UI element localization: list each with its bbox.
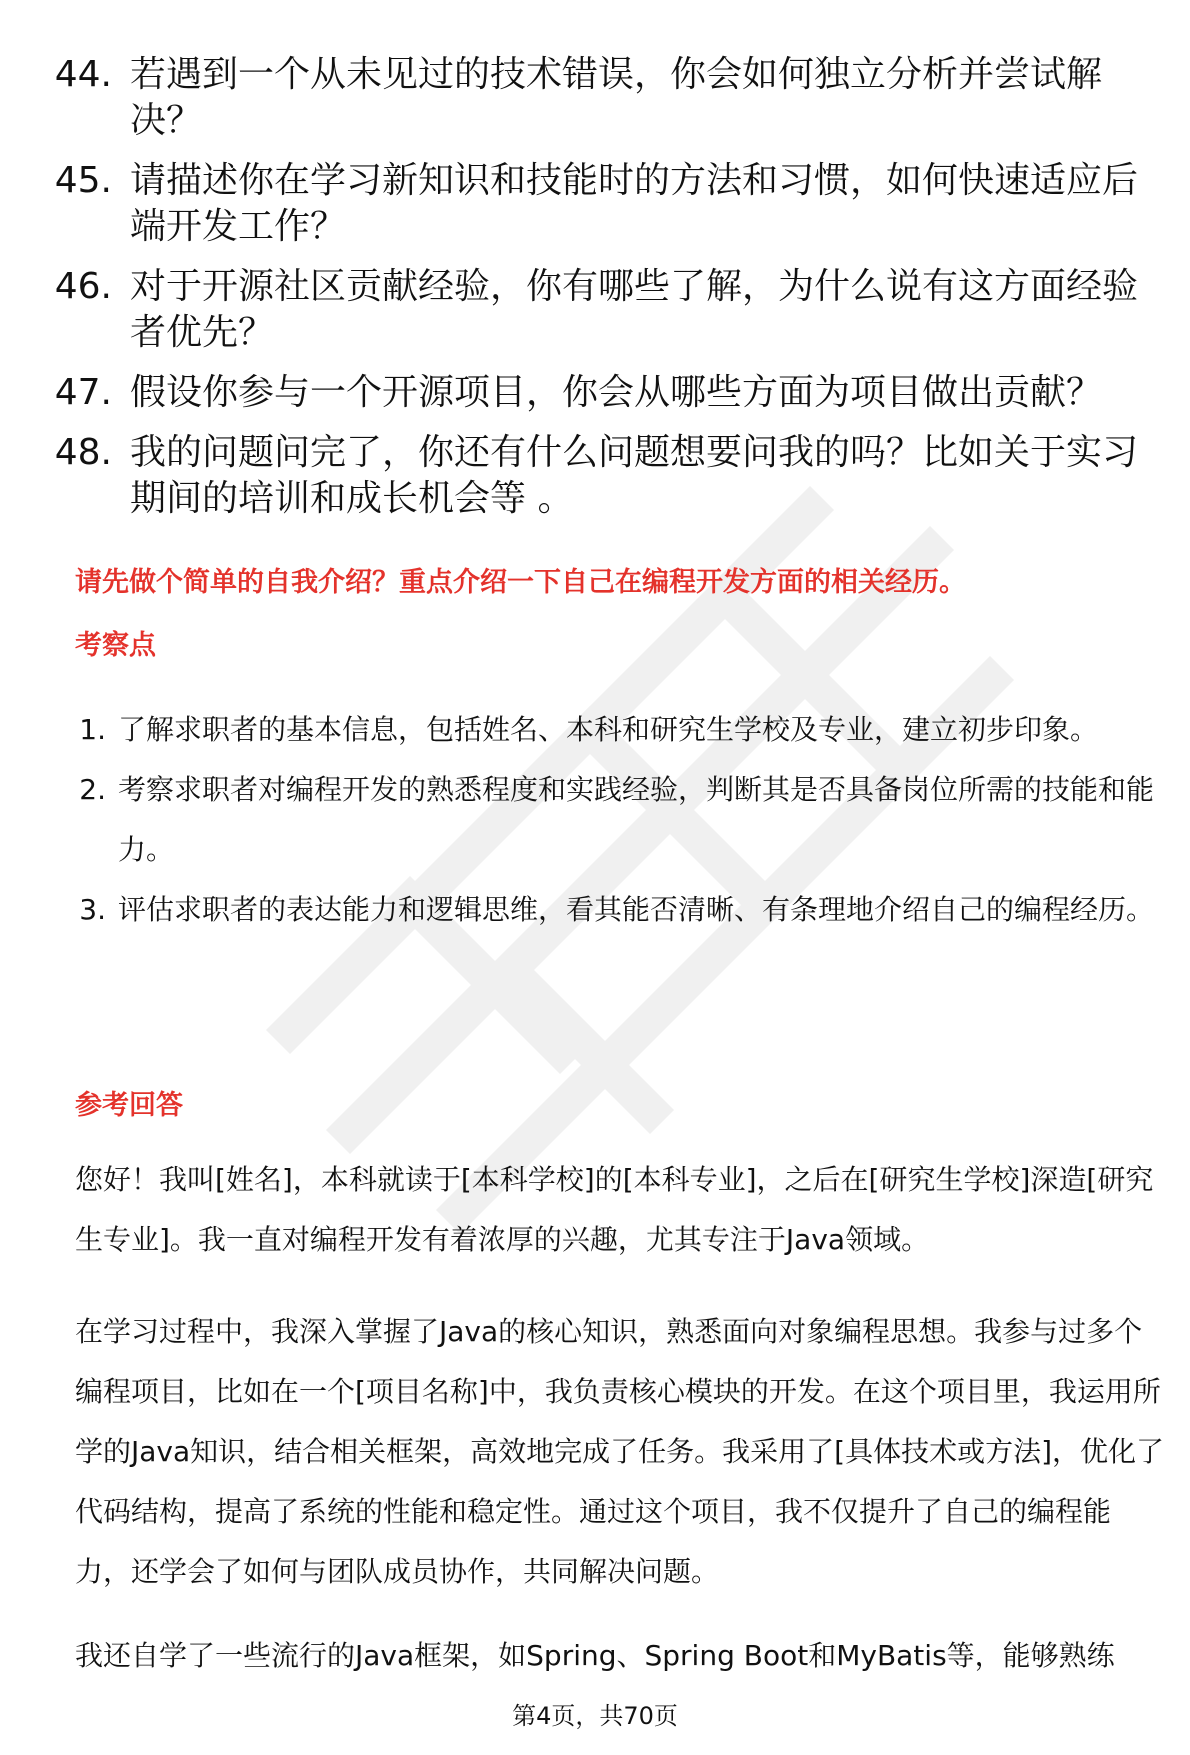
section-heading-answer: 参考回答 bbox=[75, 1090, 183, 1121]
item-number: 3. bbox=[79, 893, 106, 926]
item-text: 若遇到一个从未见过的技术错误，你会如何独立分析并尝试解决？ bbox=[130, 54, 1103, 141]
list-item bbox=[0, 880, 1190, 940]
answer-paragraph: 我还自学了一些流行的Java框架，如Spring、Spring Boot和MyBatis等，能够熟练 bbox=[75, 1639, 1115, 1672]
list-item bbox=[0, 700, 1190, 760]
question-title: 请先做个简单的自我介绍？重点介绍一下自己在编程开发方面的相关经历。 bbox=[75, 567, 966, 598]
list-item bbox=[0, 158, 1190, 250]
question-list bbox=[0, 52, 1190, 536]
list-item bbox=[0, 264, 1190, 356]
item-number: 2. bbox=[79, 773, 106, 806]
list-item bbox=[0, 370, 1190, 416]
section-heading-kaochadian: 考察点 bbox=[75, 630, 156, 661]
item-number: 48. bbox=[54, 432, 112, 473]
item-number: 44. bbox=[54, 54, 112, 95]
answer-paragraph: 您好！我叫[姓名]，本科就读于[本科学校]的[本科专业]，之后在[研究生学校]深造[研究生专业]。我一直对编程开发有着浓厚的兴趣，尤其专注于Java领域。 bbox=[75, 1163, 1154, 1256]
item-text: 考察求职者对编程开发的熟悉程度和实践经验，判断其是否具备岗位所需的技能和能力。 bbox=[118, 773, 1155, 866]
answer-paragraph: 在学习过程中，我深入掌握了Java的核心知识，熟悉面向对象编程思想。我参与过多个编程项目，比如在一个[项目名称]中，我负责核心模块的开发。在这个项目里，我运用所学的Java知识，结合相关框架，高效地完成了任务。我采用了[具体技术或方法]，优化了代码结构，提高了系统的性能和稳定性。通过这个项目，我不仅提升了自己的编程能力，还学会了如何与团队成员协作，共同解决问题。 bbox=[75, 1315, 1164, 1588]
item-text: 我的问题问完了，你还有什么问题想要问我的吗？比如关于实习期间的培训和成长机会等 。 bbox=[130, 432, 1139, 519]
item-text: 请描述你在学习新知识和技能时的方法和习惯，如何快速适应后端开发工作？ bbox=[130, 160, 1139, 247]
kaochadian-list bbox=[0, 700, 1190, 940]
list-item bbox=[0, 430, 1190, 522]
item-number: 47. bbox=[54, 372, 112, 413]
list-item bbox=[0, 760, 1190, 880]
item-text: 对于开源社区贡献经验，你有哪些了解，为什么说有这方面经验者优先？ bbox=[130, 266, 1139, 353]
item-text: 了解求职者的基本信息，包括姓名、本科和研究生学校及专业，建立初步印象。 bbox=[118, 713, 1099, 746]
item-text: 评估求职者的表达能力和逻辑思维，看其能否清晰、有条理地介绍自己的编程经历。 bbox=[118, 893, 1155, 926]
item-number: 1. bbox=[79, 713, 106, 746]
item-text: 假设你参与一个开源项目，你会从哪些方面为项目做出贡献？ bbox=[130, 372, 1103, 413]
item-number: 45. bbox=[54, 160, 112, 201]
item-number: 46. bbox=[54, 266, 112, 307]
page-footer: 第4页，共70页 bbox=[512, 1702, 678, 1730]
list-item bbox=[0, 52, 1190, 144]
